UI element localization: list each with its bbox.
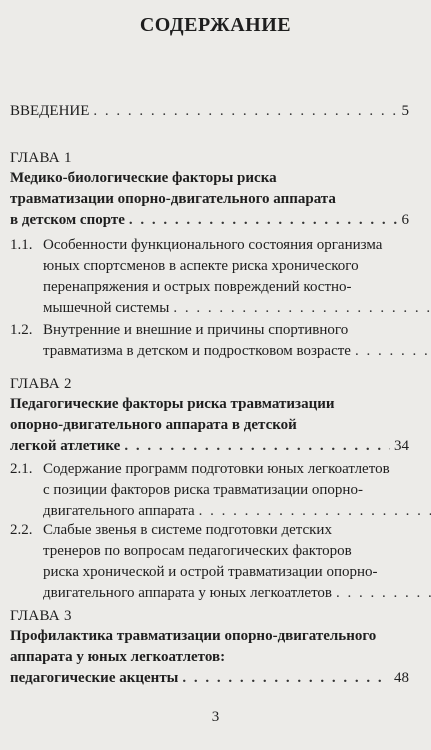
toc-section <box>10 320 409 362</box>
section-line: двигательного аппарата <box>43 503 195 519</box>
toc-section <box>10 459 409 522</box>
chapter-title-line: Профилактика травматизации опорно-двигательного <box>10 628 377 644</box>
page-number: 3 <box>211 709 220 725</box>
section-number: 1.2. <box>10 322 33 338</box>
chapter-title-line: опорно-двигательного аппарата в детской <box>10 417 297 433</box>
chapter-title-line: в детском спорте <box>10 212 125 228</box>
page-title: СОДЕРЖАНИЕ <box>139 14 292 36</box>
chapter-title-line: травматизации опорно-двигательного аппарата <box>10 191 336 207</box>
section-line: юных спортсменов в аспекте риска хронического <box>43 258 359 274</box>
chapter-label: ГЛАВА 2 <box>10 376 72 392</box>
chapter-label: ГЛАВА 1 <box>10 150 72 166</box>
section-number: 1.1. <box>10 237 33 253</box>
leader-dots <box>199 501 431 522</box>
section-line: Внутренние и внешние и причины спортивного <box>43 322 349 338</box>
toc-page-number: 48 <box>394 670 409 686</box>
chapter-title <box>10 394 409 457</box>
section-number: 2.2. <box>10 522 33 538</box>
chapter-title-line: Медико-биологические факторы риска <box>10 170 277 186</box>
toc-entry-intro <box>10 101 409 122</box>
toc-page-number: 6 <box>401 212 409 228</box>
chapter-title-line: аппарата у юных легкоатлетов: <box>10 649 226 665</box>
section-line: с позиции факторов риска травматизации опорно- <box>43 482 363 498</box>
section-line: Содержание программ подготовки юных легкоатлетов <box>43 461 390 477</box>
leader-dots <box>93 101 397 122</box>
leader-dots <box>124 436 390 457</box>
leader-dots <box>355 341 431 362</box>
toc-page-number: 34 <box>394 438 409 454</box>
toc-page-number: 5 <box>401 103 409 119</box>
chapter-title <box>10 168 409 231</box>
chapter-title-line: легкой атлетике <box>10 438 121 454</box>
leader-dots <box>129 210 398 231</box>
chapter-title-line: Педагогические факторы риска травматизации <box>10 396 335 412</box>
toc-section <box>10 520 409 604</box>
section-line: Слабые звенья в системе подготовки детских <box>43 522 332 538</box>
toc-entry-label: ВВЕДЕНИЕ <box>10 103 90 119</box>
leader-dots <box>336 583 431 604</box>
section-number: 2.1. <box>10 461 33 477</box>
section-line: травматизма в детском и подростковом возрасте <box>43 343 351 359</box>
section-line: Особенности функционального состояния организма <box>43 237 383 253</box>
leader-dots <box>173 298 431 319</box>
toc-section <box>10 235 409 319</box>
leader-dots <box>182 668 390 689</box>
chapter-title-line: педагогические акценты <box>10 670 179 686</box>
section-line: тренеров по вопросам педагогических факторов <box>43 543 352 559</box>
section-line: риска хронической и острой травматизации опорно- <box>43 564 378 580</box>
chapter-title <box>10 626 409 689</box>
section-line: двигательного аппарата у юных легкоатлетов <box>43 585 333 601</box>
chapter-label: ГЛАВА 3 <box>10 608 72 624</box>
section-line: перенапряжения и острых повреждений костно- <box>43 279 352 295</box>
section-line: мышечной системы <box>43 300 170 316</box>
